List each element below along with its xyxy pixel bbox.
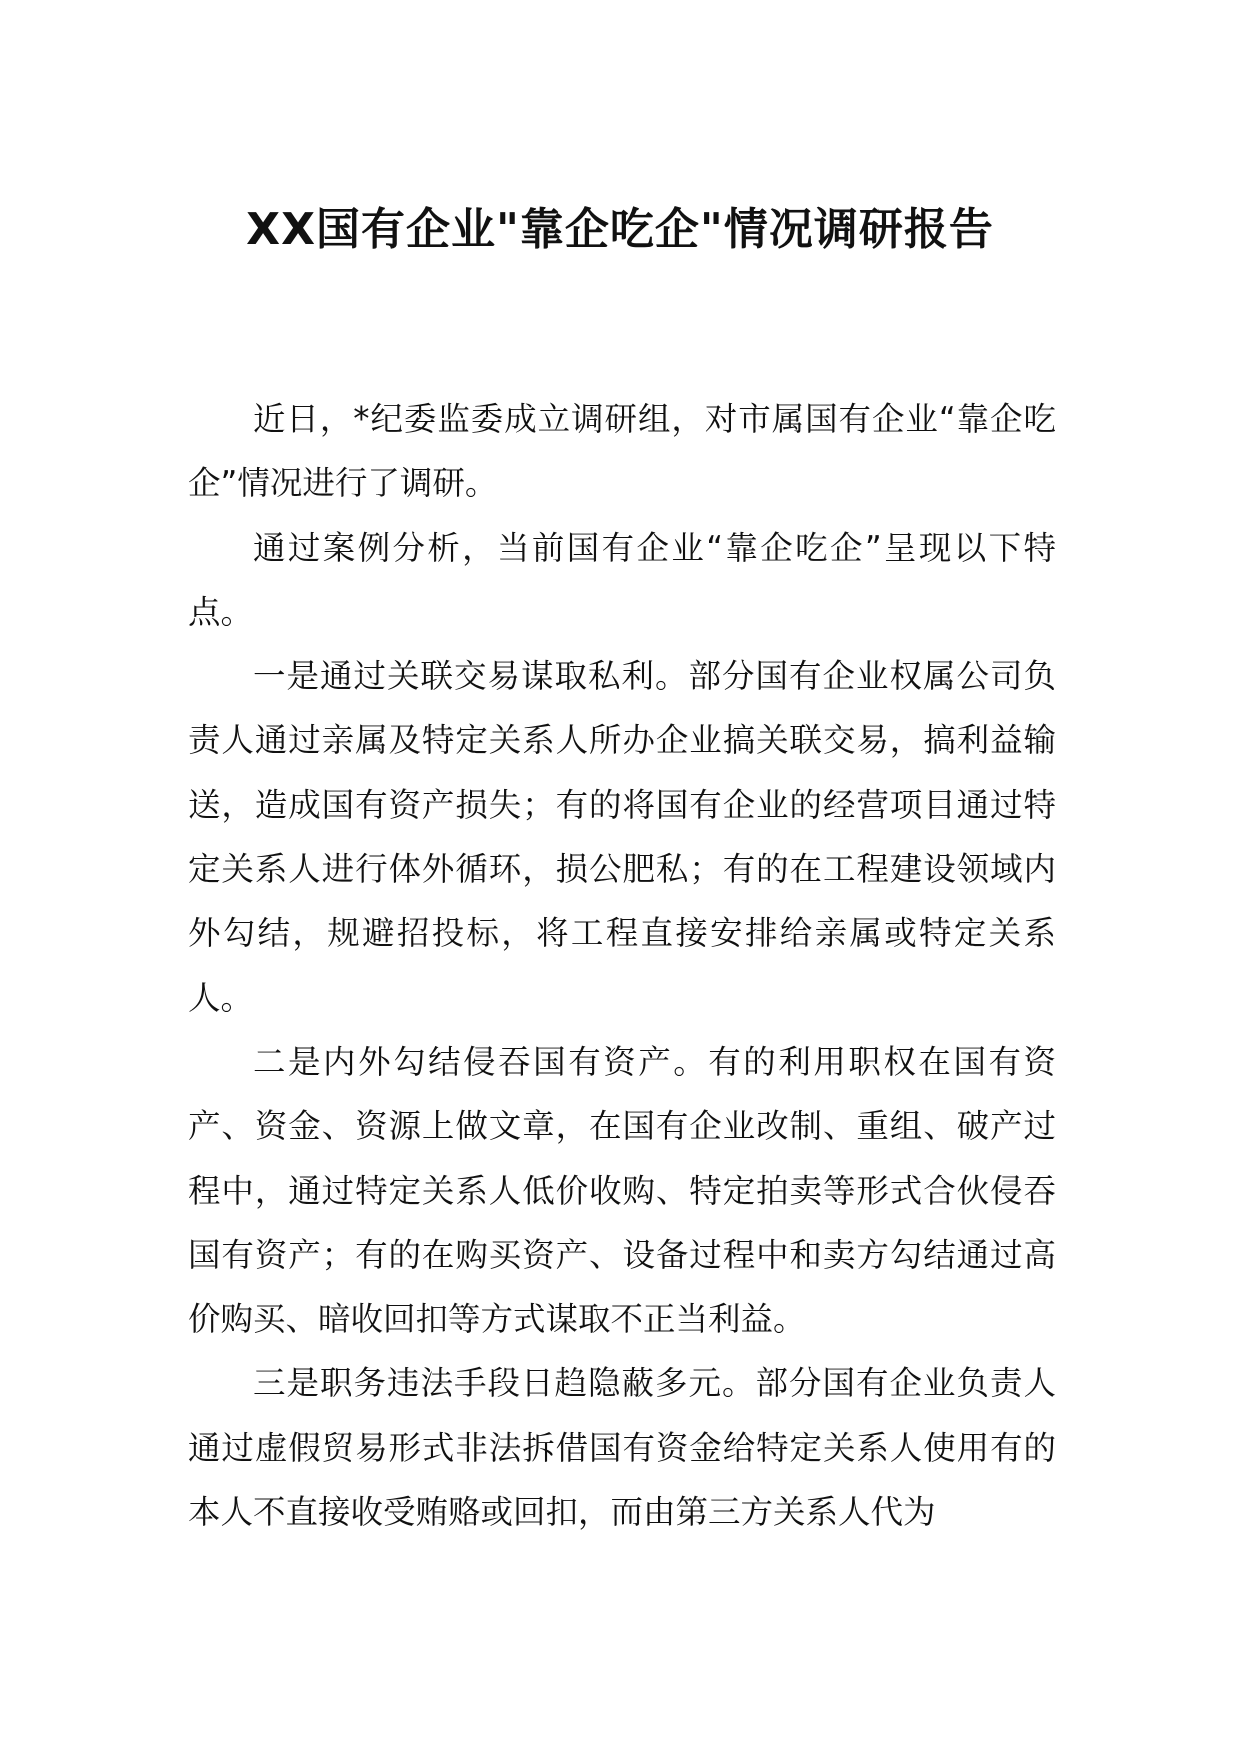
paragraph-overview: 通过案例分析，当前国有企业“靠企吃企”呈现以下特点。: [188, 528, 1056, 631]
paragraph-point-one: 一是通过关联交易谋取私利。部分国有企业权属公司负责人通过亲属及特定关系人所办企业搞关联交易，搞利益输送，造成国有资产损失；有的将国有企业的经营项目通过特定关系人进行体外循环，损公肥私；有的在工程建设领域内外勾结，规避招投标，将工程直接安排给亲属或特定关系人。: [188, 657, 1056, 1017]
paragraph-point-two: 二是内外勾结侵吞国有资产。有的利用职权在国有资产、资金、资源上做文章，在国有企业改制、重组、破产过程中，通过特定关系人低价收购、特定拍卖等形式合伙侵吞国有资产；有的在购买资产、设备过程中和卖方勾结通过高价购买、暗收回扣等方式谋取不正当利益。: [188, 1042, 1056, 1339]
paragraph-intro: 近日，*纪委监委成立调研组，对市属国有企业“靠企吃企”情况进行了调研。: [188, 400, 1056, 503]
document-title: XX国有企业"靠企吃企"情况调研报告: [246, 204, 994, 255]
paragraph-point-three: 三是职务违法手段日趋隐蔽多元。部分国有企业负责人通过虚假贸易形式非法拆借国有资金给特定关系人使用有的本人不直接收受贿赂或回扣，而由第三方关系人代为: [188, 1364, 1056, 1532]
document-body: [188, 387, 1056, 1544]
